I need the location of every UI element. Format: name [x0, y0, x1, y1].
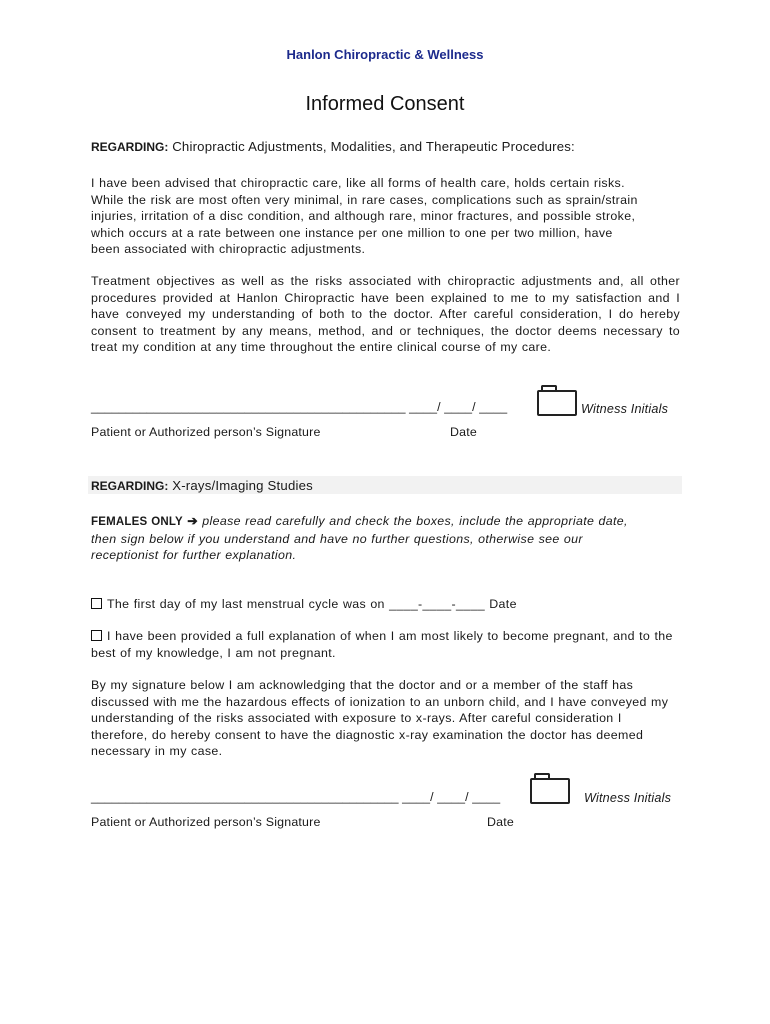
risk-advisory-paragraph: [91, 175, 680, 258]
females-instruction-continued: then sign below if you understand and have no further questions, otherwise see our receptionist for further explanation.: [91, 531, 583, 563]
regarding-xray-heading: [91, 478, 313, 493]
signature-label: Patient or Authorized person’s Signature: [91, 815, 321, 829]
witness-initials-label: Witness Initials: [584, 791, 672, 805]
witness-initials-box[interactable]: [530, 778, 570, 804]
xray-consent-paragraph: By my signature below I am acknowledging that the doctor and or a member of the staff has discussed with me the hazardous effects of ionization to an unborn child, and I have conveyed my understanding of the risks associated with exposure to x-rays. After careful consideration I therefore, do hereby consent to have the diagnostic x-ray examination the doctor has deemed necessary in my case.: [91, 678, 669, 759]
risk-line: While the risk are most often very minimal, in rare cases, complications such as sprain/strain: [91, 192, 638, 207]
clinic-name: Hanlon Chiropractic & Wellness: [286, 47, 484, 62]
pregnancy-text: I have been provided a full explanation of when I am most likely to become pregnant, and to the best of my knowledge, I am not pregnant.: [91, 629, 673, 660]
menstrual-cycle-text: The first day of my last menstrual cycle was on ____-____-____ Date: [107, 597, 517, 611]
date-label: Date: [450, 425, 477, 439]
signature-date-line[interactable]: _____________________________________________ ____/ ____/ ____: [91, 400, 508, 414]
menstrual-cycle-item: [91, 596, 680, 613]
date-label: Date: [487, 815, 514, 829]
risk-line: which occurs at a rate between one instance per one million to one per two million, have: [91, 225, 613, 240]
page-title: Informed Consent: [305, 93, 465, 115]
witness-initials-label: Witness Initials: [581, 402, 669, 416]
regarding-text: X-rays/Imaging Studies: [168, 478, 313, 493]
risk-line: injuries, irritation of a disc condition, and although rare, minor fractures, and possible stroke,: [91, 209, 636, 224]
signature-label: Patient or Authorized person’s Signature: [91, 425, 321, 439]
regarding-text: Chiropractic Adjustments, Modalities, and Therapeutic Procedures:: [168, 139, 575, 154]
treatment-consent-paragraph: Treatment objectives as well as the risks associated with chiropractic adjustments and, all other procedures provided at Hanlon Chiropractic have been explained to me to my satisfaction and I have conveyed my understanding of both to the doctor. After careful consideration, I do hereby consent to treatment by any means, method, and or techniques, the doctor deems necessary to treat my condition at any time throughout the entire clinical course of my care.: [91, 274, 680, 355]
arrow-right-icon: ➔: [187, 514, 198, 528]
regarding-label: REGARDING:: [91, 140, 169, 154]
pregnancy-item: [91, 628, 680, 661]
regarding-chiropractic-heading: [91, 139, 575, 154]
signature-date-line[interactable]: ____________________________________________ ____/ ____/ ____: [91, 790, 501, 804]
checkbox-not-pregnant[interactable]: [91, 630, 102, 641]
females-instruction-text: please read carefully and check the boxes, include the appropriate date,: [197, 514, 628, 528]
risk-line: been associated with chiropractic adjustments.: [91, 242, 366, 257]
regarding-label: REGARDING:: [91, 479, 169, 493]
females-only-label: FEMALES ONLY: [91, 516, 183, 528]
checkbox-menstrual-cycle[interactable]: [91, 598, 102, 609]
risk-line: I have been advised that chiropractic care, like all forms of health care, holds certain risks.: [91, 176, 625, 190]
witness-initials-box[interactable]: [537, 390, 577, 416]
females-only-instructions: [91, 513, 680, 564]
